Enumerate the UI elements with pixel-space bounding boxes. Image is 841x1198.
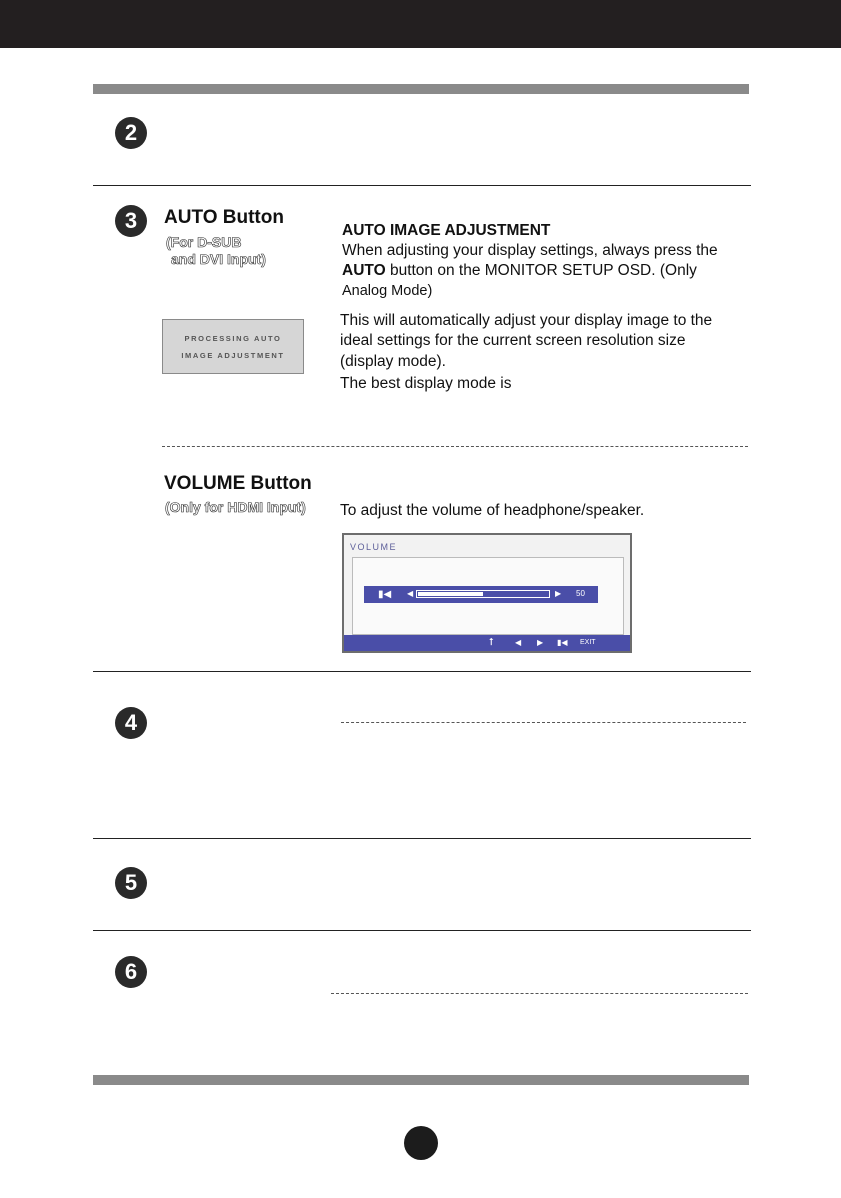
volume-osd-title: VOLUME <box>350 542 398 552</box>
auto-image-adjustment-heading: AUTO IMAGE ADJUSTMENT <box>342 222 551 239</box>
volume-osd-footer <box>344 635 630 651</box>
bottom-rule <box>93 1075 749 1085</box>
volume-button-title: VOLUME Button <box>164 473 312 494</box>
section-divider <box>93 838 751 839</box>
auto-para1-line3: Analog Mode) <box>342 283 433 299</box>
auto-para1-line1: When adjusting your display settings, always press the <box>342 242 718 259</box>
section-number-5: 5 <box>115 867 147 899</box>
section-divider <box>93 930 751 931</box>
auto-para2-line3: (display mode). <box>340 353 446 370</box>
volume-slider-bar[interactable] <box>364 586 598 603</box>
mute-icon[interactable]: ▮◀ <box>557 638 568 647</box>
dashed-divider <box>331 993 748 994</box>
top-rule <box>93 84 749 94</box>
auto-button-subtitle-line1: (For D-SUB <box>166 234 242 250</box>
auto-bold-word: AUTO <box>342 262 386 279</box>
header-bar <box>0 0 841 48</box>
auto-para2-line1: This will automatically adjust your display image to the <box>340 312 713 329</box>
dashed-divider <box>162 446 748 447</box>
section-number-6: 6 <box>115 956 147 988</box>
auto-button-subtitle-line2: and DVI Input) <box>171 251 266 267</box>
speaker-icon: ▮◀ <box>378 589 392 600</box>
volume-value: 50 <box>576 589 585 598</box>
osd-processing-line2: IMAGE ADJUSTMENT <box>181 351 285 360</box>
osd-processing-line1: PROCESSING AUTO <box>184 334 282 343</box>
volume-osd <box>342 533 632 653</box>
volume-right-arrow-icon[interactable]: ▶ <box>555 589 562 598</box>
section-divider <box>93 671 751 672</box>
auto-para1-line2-rest: button on the MONITOR SETUP OSD. (Only <box>385 262 697 279</box>
volume-track[interactable] <box>416 590 550 598</box>
section-number-4: 4 <box>115 707 147 739</box>
page-number-badge <box>404 1126 438 1160</box>
auto-para1-line2 <box>342 261 697 281</box>
volume-left-arrow-icon[interactable]: ◀ <box>407 589 414 598</box>
volume-description: To adjust the volume of headphone/speaker. <box>340 502 645 519</box>
volume-button-subtitle: (Only for HDMI Input) <box>165 499 306 515</box>
auto-para2-line4: The best display mode is <box>340 375 512 392</box>
volume-fill <box>418 592 483 596</box>
dashed-divider <box>341 722 746 723</box>
auto-button-title: AUTO Button <box>164 207 284 228</box>
section-divider <box>93 185 751 186</box>
auto-para2-line2: ideal settings for the current screen resolution size <box>340 332 686 349</box>
return-arrow-icon[interactable]: ⭡ <box>489 637 494 648</box>
section-number-2: 2 <box>115 117 147 149</box>
section-number-3: 3 <box>115 205 147 237</box>
processing-auto-osd <box>162 319 304 374</box>
footer-left-arrow-icon[interactable]: ◀ <box>515 638 522 647</box>
footer-right-arrow-icon[interactable]: ▶ <box>537 638 544 647</box>
exit-label[interactable]: EXIT <box>580 639 596 646</box>
